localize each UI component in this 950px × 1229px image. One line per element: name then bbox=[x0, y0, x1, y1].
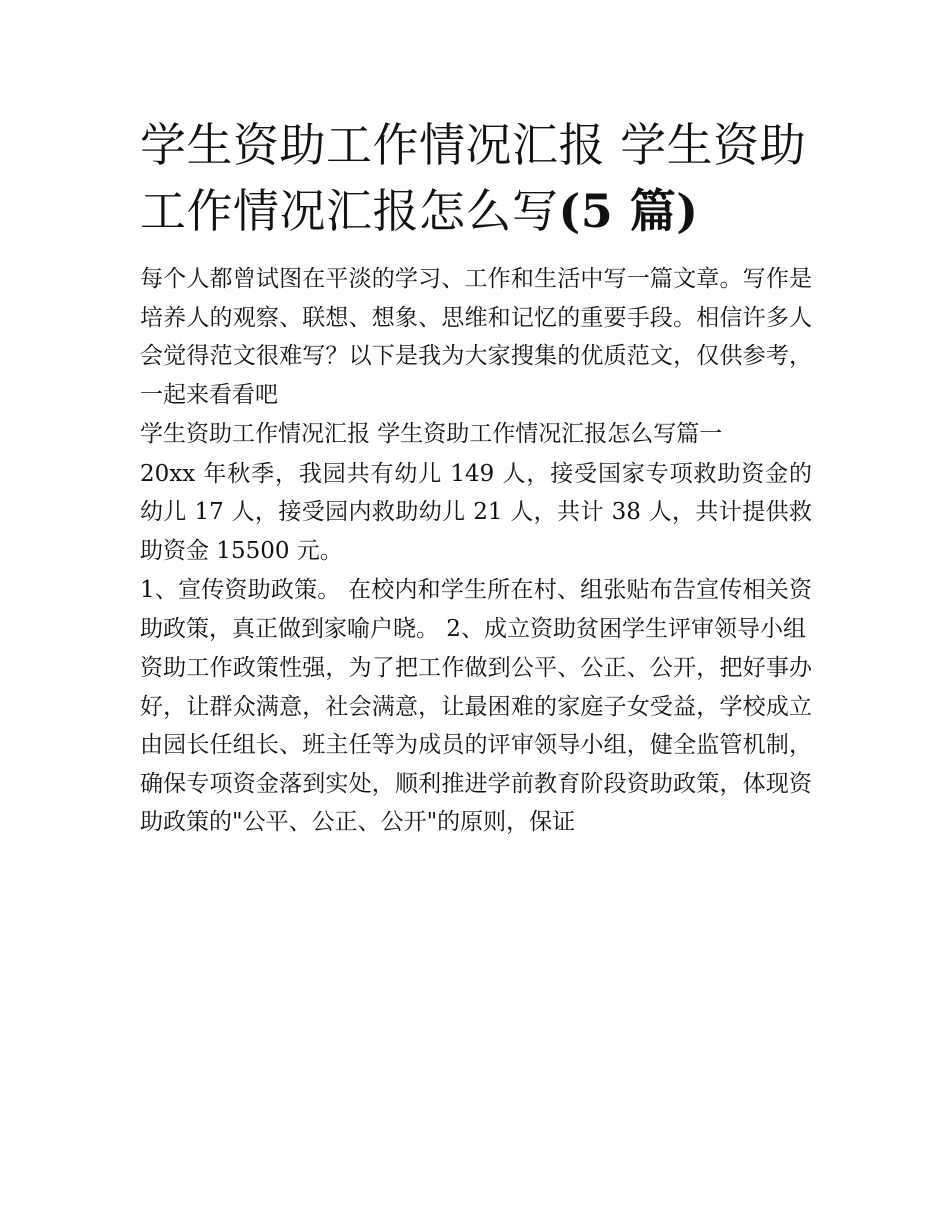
paragraph-policy-items: 1、宣传资助政策。 在校内和学生所在村、组张贴布告宣传相关资助政策，真正做到家喻户晓。 2、成立资助贫困学生评审领导小组 bbox=[140, 577, 812, 642]
paragraph-review-group: 资助工作政策性强，为了把工作做到公平、公正、公开，把好事办好，让群众满意，社会满意，让最困难的家庭子女受益，学校成立由园长任组长、班主任等为成员的评审领导小组，健全监管机制，确保专项资金落到实处，顺利推进学前教育阶段资助政策，体现资助政策的"公平、公正、公开"的原则，保证 bbox=[140, 655, 812, 835]
document-page bbox=[140, 112, 812, 842]
document-title-suffix: (5 篇) bbox=[558, 184, 699, 238]
document-title-main: 学生资助工作情况汇报 学生资助工作情况汇报怎么写 bbox=[140, 118, 807, 238]
paragraph-statistics: 20xx 年秋季，我园共有幼儿 149 人，接受国家专项救助资金的幼儿 17 人，接受园内救助幼儿 21 人，共计 38 人，共计提供救助资金 15500 元。 bbox=[140, 460, 812, 564]
paragraph-intro: 每个人都曾试图在平淡的学习、工作和生活中写一篇文章。写作是培养人的观察、联想、想象、思维和记忆的重要手段。相信许多人会觉得范文很难写？以下是我为大家搜集的优质范文，仅供参考，一起来看看吧 bbox=[140, 266, 812, 408]
paragraph-section-heading: 学生资助工作情况汇报 学生资助工作情况汇报怎么写篇一 bbox=[140, 421, 723, 447]
document-title bbox=[140, 112, 812, 244]
